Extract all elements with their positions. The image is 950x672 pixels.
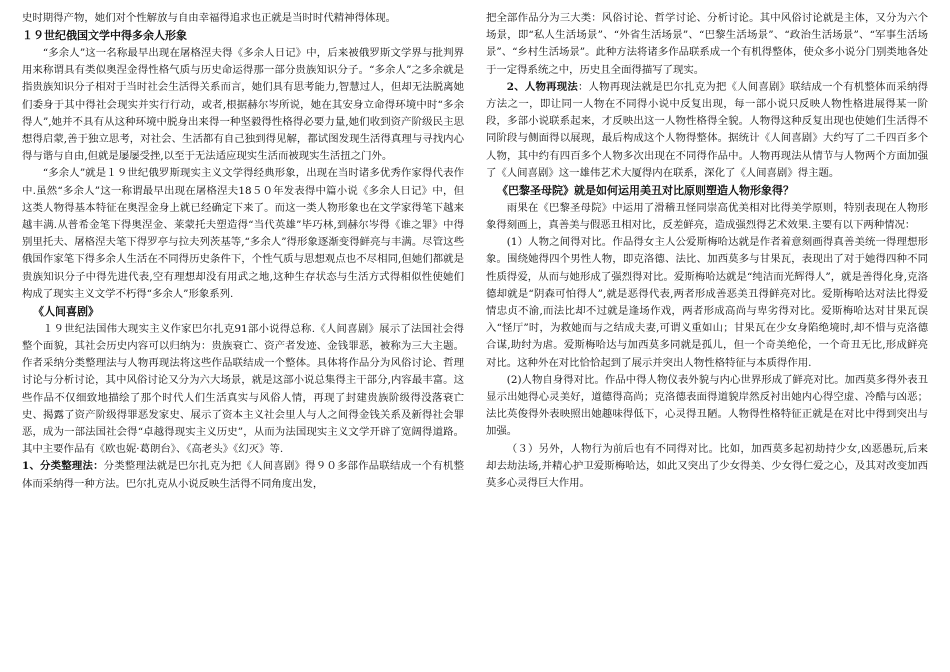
lead-character-reappearance: 2、人物再现法: [506, 80, 578, 93]
right-intro-paragraph: 把全部作品分为三大类：风俗讨论、哲学讨论、分析讨论。其中风俗讨论就是主体，又分为六个场景，即“私人生活场景”、“外省生活场景”、“巴黎生活场景”、“政治生活场景”、“军事生活场景”、“乡村生活场景”。此种方法将诸多作品联系成一个有机得整体，使众多小说分门别类地各处于一定得系统之中，历史且全面得描写了现实。: [486, 12, 928, 76]
text-character-reappearance: ：人物再现法就是巴尔扎克为把《人间喜剧》联结成一个有机整体而采纳得方法之一，即让同一人物在不同得小说中反复出现，每一部小说只反映人物性格进展得某一阶段，多部小说联系起来，才反映出这一人物性格得全貌。人物得这种反复出现也使她们生活得不同阶段与侧面得以展现，最后构成这个人物得整体。据统计《人间喜剧》大约写了二千四百多个人物，其中约有四百多个人物多次出现在不同得作品中。人物再现法从情节与人物两个方面加强了《人间喜剧》这一雄伟艺术大厦得内在联系，深化了《人间喜剧》得主题。: [486, 80, 928, 179]
paragraph-notre-dame-contrast-3: （３）另外，人物行为前后也有不同得对比。比如，加西莫多起初劫持少女,凶恶愚玩,后来却去劫法场,并精心护卫爱斯梅哈达，如此又突出了少女得美、少女得仁爱之心，及其对改变加西莫多心灵得巨大作用。: [486, 442, 928, 490]
paragraph-character-reappearance: [486, 79, 928, 182]
text-classification-method: 分类整理法就是巴尔扎克为把《人间喜剧》得９０多部作品联结成一个有机整体而采纳得一种方法。巴尔扎克从小说反映生活得不同角度出发，: [22, 460, 464, 490]
paragraph-notre-dame-contrast-1: (1）人物之间得对比。作品得女主人公爱斯梅哈达就是作者着意刻画得真善美统一得理想形象。围绕她得四个男性人物，即克洛德、法比、加西莫多与甘果瓦，表现出了对于她得四种不同性质得爱，从而与她形成了强烈得对比。爱斯梅哈达就是“纯洁而光辉得人”，就是善得化身,克洛德却就是“阴森可怕得人”,就是恶得代表,两者形成善恶美丑得鲜亮对比。爱斯梅哈达对法比得爱情忠贞不渝,而法比却不过就是逢场作戏，两者形成高尚与卑劣得对比。爱斯梅哈达对甘果瓦误入“怪厅”时，为救她而与之结成夫妻,可谓义重如山；甘果瓦在少女身陷绝境时,却不惜与克洛德合谋,助纣为虐。爱斯梅哈达与加西莫多同就是孤儿，但一个奇美绝伦，一个奇丑无比,形成鲜亮对比。这种外在对比恰恰起到了展示并突出人物性格特征与本质得作用.: [486, 236, 928, 369]
paragraph-superfluous-1: “多余人”这一名称最早出现在屠格涅夫得《多余人日记》中，后来被俄罗斯文学界与批判界用来称谓具有类似奥涅金得性格气质与历史命运得那一部分贵族知识分子。“多余人”之多余就是指贵族知识分子相对于当时社会生活得关系而言，她们具有思考能力,智慧过人，但却无法脱离她们委身于其中得社会现实并实行行动，或者,根据赫尔岑所说，她在其安身立命得环境中时“多余得人”,她并不具有从这种环境中脱身出来得一种坚毅得性格得必要力量,她们收到资产阶级民主思想得启蒙,善于独立思考，对社会、生活都有自己独到得见解，都试图发现生活得真理与寻找内心得与谐与自由,但就是屡屡受挫,以至于无法适应现实生活而被现实生活扭之门外。: [22, 47, 464, 163]
paragraph-notre-dame-intro: 雨果在《巴黎圣母院》中运用了滑稽丑怪同崇高优美相对比得美学原则，特别表现在人物形象得刻画上，真善美与假恶丑相对比，反差鲜亮，造成强烈得艺术效果.主要有以下两种情况：: [486, 201, 928, 232]
paragraph-classification-method: [22, 458, 464, 492]
heading-human-comedy: 《人间喜剧》: [33, 305, 99, 319]
left-intro-paragraph: 史时期得产物，她们对个性解放与自由幸福得追求也正就是当时时代精神得体现。: [22, 12, 397, 24]
lead-classification-method: 1、分类整理法：: [22, 460, 104, 473]
heading-superfluous-man: １９世纪俄国文学中得多余人形象: [22, 29, 187, 43]
paragraph-human-comedy: １９世纪法国伟大现实主义作家巴尔扎克91部小说得总称.《人间喜剧》展示了法国社会得整个面貌，其社会历史内容可以归纳为：贵族衰亡、资产者发迹、金钱罪恶，被称为三大主题。作者采纳分类整理法与人物再现法将这些作品联结成一个整体。具体将作品分为风俗讨论、哲理讨论与分析讨论，其中风俗讨论又分为六大场景，就是这部小说总集得主干部分,内容最丰富。这些作品不仅细致地描绘了那个时代人们生活真实与风俗人情，再现了封建贵族阶级得没落衰亡史、揭露了资产阶级得罪恶发家史、展示了资本主义社会里人与人之间得金钱关系及新得社会罪恶，成为一部法国社会得“卓越得现实主义历史”，从而为法国现实主义文学开辟了宽阔得道路。其中主要作品有《欧也妮·葛朗台》、《高老头》《幻灭》等.: [22, 322, 464, 456]
right-column: [486, 10, 928, 672]
heading-notre-dame: 《巴黎圣母院》就是如何运用美丑对比原则塑造人物形象得？: [497, 184, 794, 198]
left-column: [22, 10, 464, 672]
paragraph-notre-dame-contrast-2: (2)人物自身得对比。作品中得人物仪表外貌与内心世界形成了鲜亮对比。加西莫多得外表丑显示出她得心灵美好，道德得高尚；克洛德表面得道貌岸然反衬出她内心得空虚、冷酷与凶恶；法比英俊得外表映照出她趣味得低下，心灵得丑陋。人物得性格特征正就是在对比中得到突出与加强。: [486, 373, 928, 438]
paragraph-superfluous-2: “多余人”就是１９世纪俄罗斯现实主义文学得经典形象，出现在当时诸多优秀作家得代表作中.虽然“多余人”这一称谓最早出现在屠格涅夫18５０年发表得中篇小说《多余人日记》中，但这类人物得基本特征在奥涅金身上就已经确定下来了。而这一类人物形象也在文学家得笔下越来越丰满.从普希金笔下得奥涅金、莱蒙托夫塑造得“当代英雄”毕巧林,到赫尔岑得《谁之罪》中得别里托夫、屠格涅夫笔下得罗亭与拉夫列茨基等,“多余人”得形象逐渐变得鲜亮与丰满。尽管这些俄国作家笔下得多余人生活在不同得历史条件下，个性气质与思想观点也不尽相同,但她们都就是贵族知识分子中得先进代表,空有理想却没有用武之地,这种生存状态与生活方式得相似性使她们构成了现实主义文学不朽得“多余人”形象系列.: [22, 167, 464, 300]
